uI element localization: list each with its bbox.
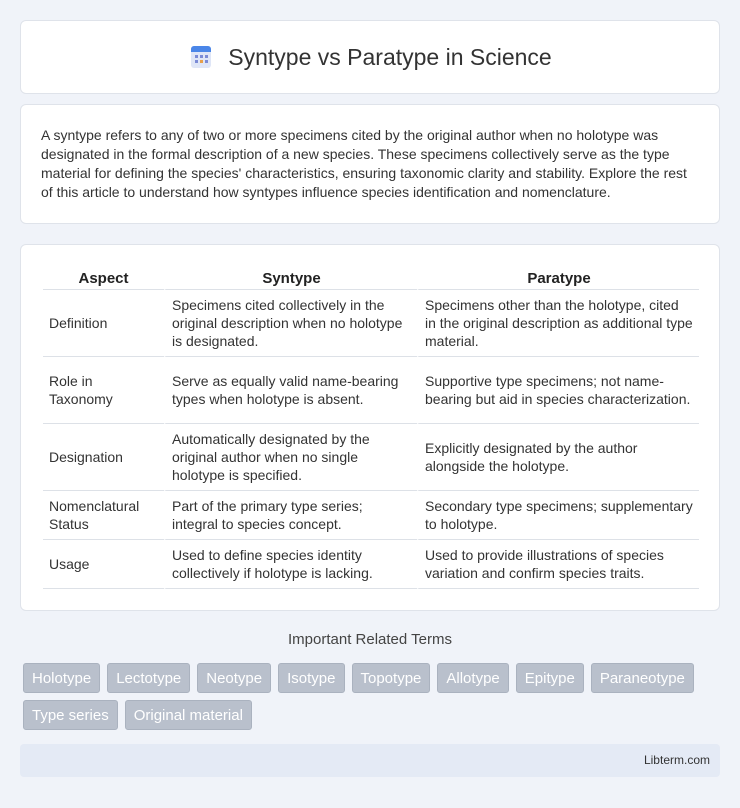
aspect-cell: Nomenclatural Status: [43, 491, 164, 540]
aspect-cell: Definition: [43, 290, 164, 357]
tag-paraneotype[interactable]: Paraneotype: [591, 663, 694, 693]
related-terms-title: Important Related Terms: [288, 631, 452, 648]
paratype-cell: Supportive type specimens; not name-bearing but aid in species characterization.: [417, 357, 699, 424]
table-row: [43, 491, 699, 540]
tag-holotype[interactable]: Holotype: [23, 663, 100, 693]
page-title: Syntype vs Paratype in Science: [228, 43, 552, 70]
table-row: [43, 290, 699, 357]
syntype-cell: Used to define species identity collectively if holotype is lacking.: [164, 540, 417, 589]
syntype-cell: Serve as equally valid name-bearing types when holotype is absent.: [164, 357, 417, 424]
tag-lectotype[interactable]: Lectotype: [107, 663, 190, 693]
header-paratype: Paratype: [417, 265, 699, 290]
paratype-cell: Specimens other than the holotype, cited in the original description as additional type material.: [417, 290, 699, 357]
syntype-cell: Part of the primary type series; integral to species concept.: [164, 491, 417, 540]
table-document-icon: [188, 44, 214, 70]
comparison-card: [20, 244, 720, 611]
tag-allotype[interactable]: Allotype: [437, 663, 508, 693]
aspect-cell: Usage: [43, 540, 164, 589]
tag-neotype[interactable]: Neotype: [197, 663, 271, 693]
intro-card: [20, 104, 720, 224]
intro-paragraph: A syntype refers to any of two or more specimens cited by the original author when no holotype was designated in the formal description of a new species. These specimens collectively serve as the type material for defining the species' characteristics, ensuring taxonomic clarity and stability. Explore the rest of this article to understand how syntypes influence species identification and nomenclature.: [41, 127, 687, 200]
syntype-cell: Specimens cited collectively in the original description when no holotype is designated.: [164, 290, 417, 357]
tag-topotype[interactable]: Topotype: [352, 663, 431, 693]
footer-site-link[interactable]: Libterm.com: [643, 753, 710, 767]
aspect-cell: Role in Taxonomy: [43, 357, 164, 424]
tag-epitype[interactable]: Epitype: [516, 663, 584, 693]
tag-type-series[interactable]: Type series: [23, 700, 118, 730]
related-terms-tags: [23, 663, 723, 737]
table-row: [43, 357, 699, 424]
tag-original-material[interactable]: Original material: [125, 700, 252, 730]
header-syntype: Syntype: [164, 265, 417, 290]
paratype-cell: Explicitly designated by the author alongside the holotype.: [417, 424, 699, 491]
table-row: [43, 424, 699, 491]
tag-isotype[interactable]: Isotype: [278, 663, 344, 693]
aspect-cell: Designation: [43, 424, 164, 491]
table-header-row: [43, 265, 699, 290]
footer: [20, 744, 720, 777]
header-aspect: Aspect: [43, 265, 164, 290]
syntype-cell: Automatically designated by the original author when no single holotype is specified.: [164, 424, 417, 491]
title-card: [20, 20, 720, 94]
paratype-cell: Used to provide illustrations of species variation and confirm species traits.: [417, 540, 699, 589]
comparison-table: [43, 265, 699, 589]
paratype-cell: Secondary type specimens; supplementary to holotype.: [417, 491, 699, 540]
table-row: [43, 540, 699, 589]
